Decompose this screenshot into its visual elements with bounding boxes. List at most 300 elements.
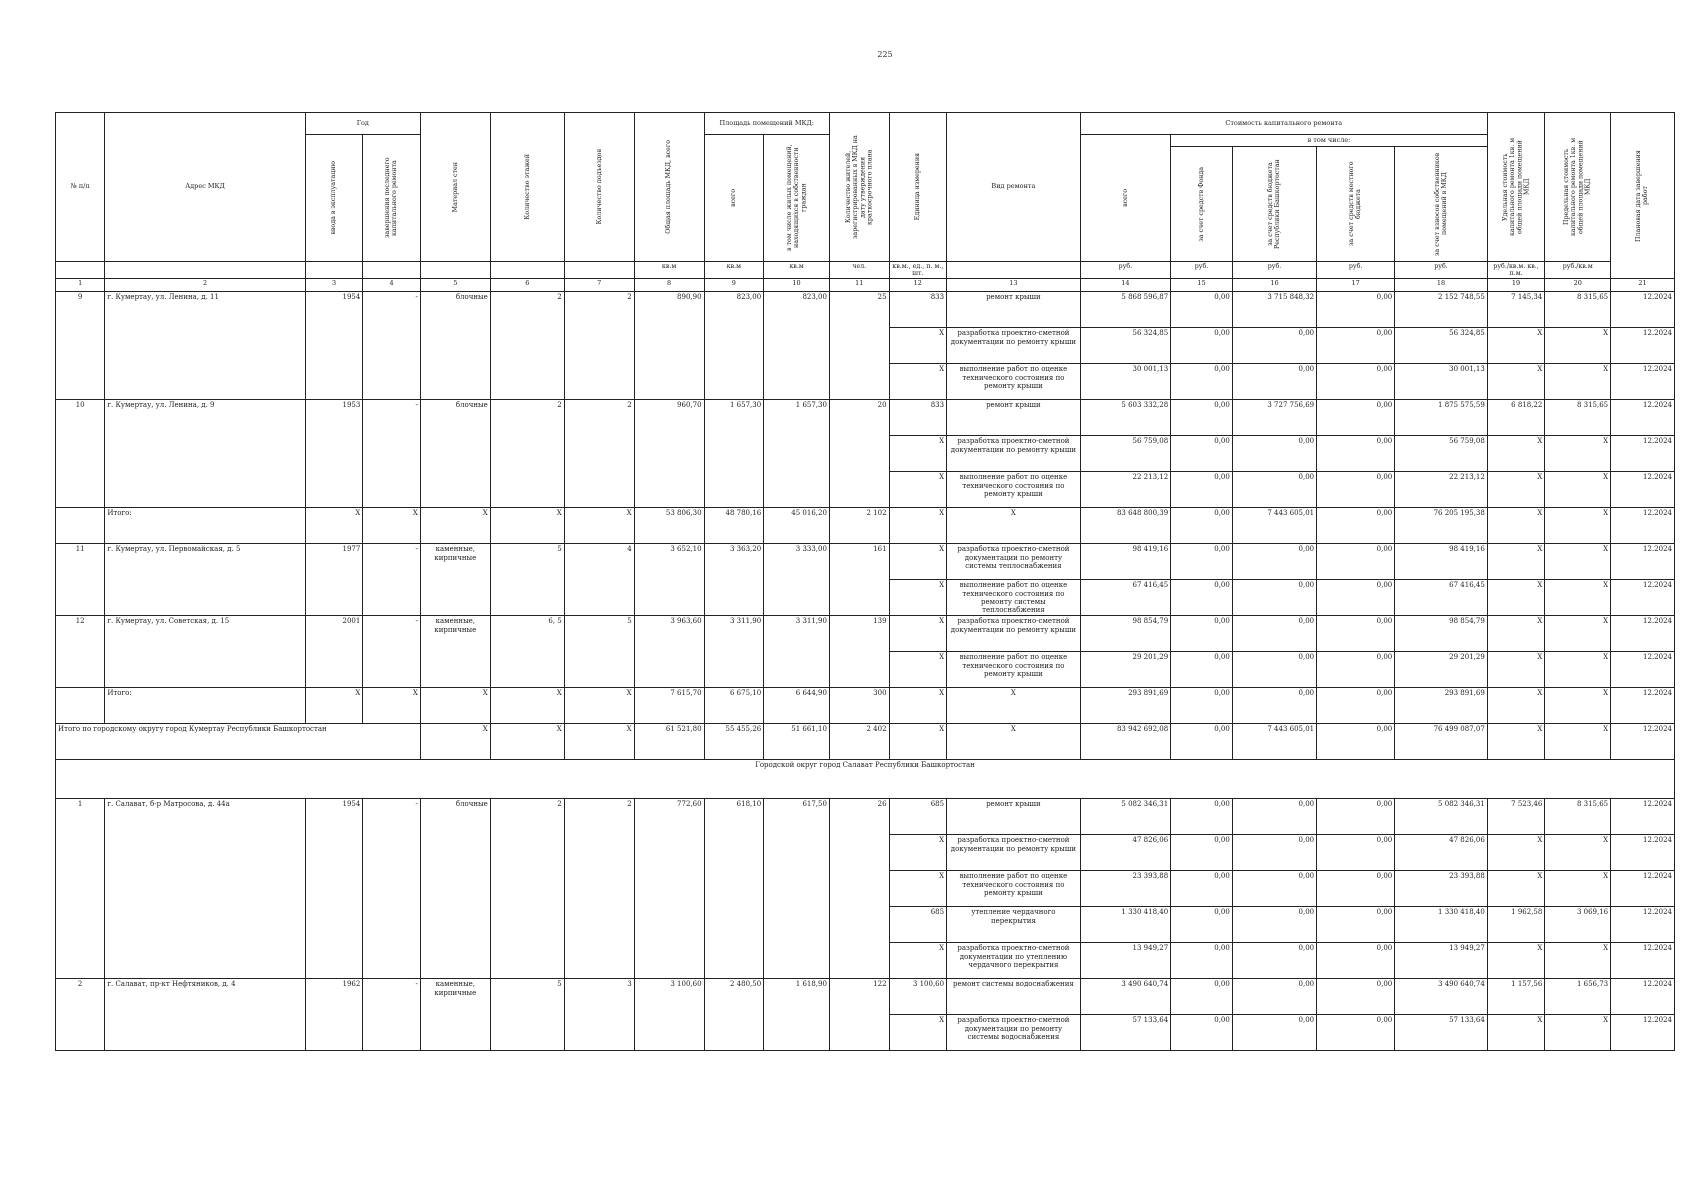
hdr-premises: Площадь помещений МКД: xyxy=(704,113,829,135)
total-date: 12.2024 xyxy=(1611,724,1675,760)
row-qty: 3 100,60 xyxy=(889,979,947,1015)
row-year-repair: - xyxy=(363,616,421,688)
row-unit-cost: X xyxy=(1487,835,1545,871)
row-cost-fund: 0,00 xyxy=(1171,328,1233,364)
row-repair-type: выполнение работ по оценке технического состояния по ремонту крыши xyxy=(947,472,1081,508)
row-unit-cost: X xyxy=(1487,436,1545,472)
row-material: блочные xyxy=(420,400,490,508)
total-max-cost: X xyxy=(1545,724,1611,760)
col-num: 16 xyxy=(1232,279,1316,292)
row-unit-cost: X xyxy=(1487,1015,1545,1051)
total-x: X xyxy=(564,688,634,724)
unit-12: кв.м., ед., п. м., шт. xyxy=(889,262,947,279)
row-material: каменные, кирпичные xyxy=(420,979,490,1051)
row-date: 12.2024 xyxy=(1611,979,1675,1015)
row-unit-cost: X xyxy=(1487,544,1545,580)
row-cost-owners: 23 393,88 xyxy=(1395,871,1488,907)
row-premises-total: 3 311,90 xyxy=(704,616,764,688)
total-premises-owned: 45 016,20 xyxy=(764,508,830,544)
row-qty: X xyxy=(889,616,947,652)
hdr-cost-owners-text: за счет взносов собственников помещений в МКД xyxy=(1433,152,1449,256)
row-cost-fund: 0,00 xyxy=(1171,871,1233,907)
row-cost-local: 0,00 xyxy=(1317,472,1395,508)
col-num: 21 xyxy=(1611,279,1675,292)
row-address: г. Кумертау, ул. Ленина, д. 11 xyxy=(105,292,305,400)
row-repair-type: разработка проектно-сметной документации по ремонту крыши xyxy=(947,835,1081,871)
row-date: 12.2024 xyxy=(1611,364,1675,400)
row-floors: 5 xyxy=(490,979,564,1051)
row-repair-type: разработка проектно-сметной документации по ремонту системы теплоснабжения xyxy=(947,544,1081,580)
repair-register-table xyxy=(55,112,1675,1051)
row-cost-owners: 29 201,29 xyxy=(1395,652,1488,688)
unit-16: руб. xyxy=(1232,262,1316,279)
hdr-premises-total xyxy=(704,135,764,262)
row-cost-local: 0,00 xyxy=(1317,580,1395,616)
row-cost-owners: 98 854,79 xyxy=(1395,616,1488,652)
total-premises-owned: 6 644,90 xyxy=(764,688,830,724)
row-cost-total: 22 213,12 xyxy=(1080,472,1170,508)
row-floors: 2 xyxy=(490,292,564,400)
hdr-unit-text: Единица измерения xyxy=(914,153,922,221)
table-row xyxy=(56,292,1675,328)
total-x: X xyxy=(564,724,634,760)
row-cost-republic: 3 727 756,69 xyxy=(1232,400,1316,436)
hdr-total-area xyxy=(634,113,704,262)
row-max-cost: X xyxy=(1545,580,1611,616)
hdr-cost-total xyxy=(1080,135,1170,262)
row-qty: X xyxy=(889,436,947,472)
table-row xyxy=(56,400,1675,436)
total-x: X xyxy=(305,688,363,724)
col-num: 12 xyxy=(889,279,947,292)
total-premises-owned: 51 661,10 xyxy=(764,724,830,760)
row-date: 12.2024 xyxy=(1611,436,1675,472)
total-date: 12.2024 xyxy=(1611,688,1675,724)
row-no: 12 xyxy=(56,616,105,688)
row-cost-local: 0,00 xyxy=(1317,943,1395,979)
row-unit-cost: X xyxy=(1487,652,1545,688)
col-num: 19 xyxy=(1487,279,1545,292)
row-premises-owned: 617,50 xyxy=(764,799,830,979)
row-max-cost: X xyxy=(1545,328,1611,364)
row-premises-owned: 823,00 xyxy=(764,292,830,400)
total-cost: 293 891,69 xyxy=(1080,688,1170,724)
row-cost-owners: 1 330 418,40 xyxy=(1395,907,1488,943)
total-premises: 48 780,16 xyxy=(704,508,764,544)
total-unit-cost: X xyxy=(1487,688,1545,724)
row-max-cost: X xyxy=(1545,616,1611,652)
row-residents: 25 xyxy=(829,292,889,400)
row-cost-fund: 0,00 xyxy=(1171,1015,1233,1051)
col-num: 11 xyxy=(829,279,889,292)
total-residents: 2 102 xyxy=(829,508,889,544)
row-qty: X xyxy=(889,472,947,508)
hdr-year-commission xyxy=(305,135,363,262)
total-cost-fund: 0,00 xyxy=(1171,688,1233,724)
row-cost-owners: 56 759,08 xyxy=(1395,436,1488,472)
total-residents: 2 402 xyxy=(829,724,889,760)
total-cost-local: 0,00 xyxy=(1317,508,1395,544)
row-cost-fund: 0,00 xyxy=(1171,580,1233,616)
total-x: X xyxy=(889,688,947,724)
total-cost-owners: 76 205 195,38 xyxy=(1395,508,1488,544)
row-repair-type: утепление чердачного перекрытия xyxy=(947,907,1081,943)
row-cost-local: 0,00 xyxy=(1317,1015,1395,1051)
hdr-premises-total-text: всего xyxy=(730,189,738,207)
unit-10: кв.м xyxy=(764,262,830,279)
col-num: 1 xyxy=(56,279,105,292)
col-num: 13 xyxy=(947,279,1081,292)
row-repair-type: разработка проектно-сметной документации по ремонту системы водоснабжения xyxy=(947,1015,1081,1051)
row-residents: 139 xyxy=(829,616,889,688)
row-cost-total: 1 330 418,40 xyxy=(1080,907,1170,943)
row-cost-total: 30 001,13 xyxy=(1080,364,1170,400)
total-row xyxy=(56,724,1675,760)
row-entrances: 3 xyxy=(564,979,634,1051)
row-max-cost: X xyxy=(1545,472,1611,508)
total-unit-cost: X xyxy=(1487,508,1545,544)
total-max-cost: X xyxy=(1545,508,1611,544)
total-area: 61 521,80 xyxy=(634,724,704,760)
row-cost-local: 0,00 xyxy=(1317,292,1395,328)
row-unit-cost: X xyxy=(1487,580,1545,616)
row-qty: X xyxy=(889,652,947,688)
row-max-cost: X xyxy=(1545,652,1611,688)
row-cost-republic: 0,00 xyxy=(1232,328,1316,364)
row-qty: 833 xyxy=(889,292,947,328)
row-cost-owners: 57 133,64 xyxy=(1395,1015,1488,1051)
hdr-entrances xyxy=(564,113,634,262)
hdr-cost-local-text: за счет средств местного бюджета xyxy=(1348,161,1363,247)
hdr-cost-owners xyxy=(1395,147,1488,262)
total-residents: 300 xyxy=(829,688,889,724)
row-date: 12.2024 xyxy=(1611,472,1675,508)
row-repair-type: ремонт крыши xyxy=(947,400,1081,436)
row-max-cost: X xyxy=(1545,436,1611,472)
row-date: 12.2024 xyxy=(1611,580,1675,616)
row-max-cost: X xyxy=(1545,943,1611,979)
row-max-cost: X xyxy=(1545,835,1611,871)
total-cost-owners: 293 891,69 xyxy=(1395,688,1488,724)
row-date: 12.2024 xyxy=(1611,1015,1675,1051)
total-kind: X xyxy=(947,688,1081,724)
row-cost-republic: 0,00 xyxy=(1232,436,1316,472)
row-max-cost: 8 315,65 xyxy=(1545,292,1611,328)
row-premises-owned: 1 657,30 xyxy=(764,400,830,508)
col-num: 7 xyxy=(564,279,634,292)
row-cost-total: 5 082 346,31 xyxy=(1080,799,1170,835)
total-unit-cost: X xyxy=(1487,724,1545,760)
row-cost-republic: 0,00 xyxy=(1232,835,1316,871)
row-cost-fund: 0,00 xyxy=(1171,943,1233,979)
row-cost-owners: 98 419,16 xyxy=(1395,544,1488,580)
row-date: 12.2024 xyxy=(1611,616,1675,652)
col-num: 15 xyxy=(1171,279,1233,292)
row-cost-total: 29 201,29 xyxy=(1080,652,1170,688)
row-repair-type: разработка проектно-сметной документации по ремонту крыши xyxy=(947,328,1081,364)
row-cost-republic: 0,00 xyxy=(1232,616,1316,652)
hdr-unit xyxy=(889,113,947,262)
table-row xyxy=(56,544,1675,580)
row-date: 12.2024 xyxy=(1611,799,1675,835)
row-year-repair: - xyxy=(363,799,421,979)
row-material: каменные, кирпичные xyxy=(420,544,490,616)
row-cost-local: 0,00 xyxy=(1317,799,1395,835)
row-cost-total: 56 759,08 xyxy=(1080,436,1170,472)
row-residents: 26 xyxy=(829,799,889,979)
hdr-premises-owned-text: в том числе жилых помещений, находящихся в собственности граждан xyxy=(785,144,808,252)
row-total-area: 890,90 xyxy=(634,292,704,400)
hdr-cost-republic-text: за счет средств бюджета Республики Башкортостан xyxy=(1267,159,1282,249)
section-row xyxy=(56,760,1675,799)
row-max-cost: X xyxy=(1545,364,1611,400)
hdr-unit-cost-text: Удельная стоимость капитального ремонта 1кв. м общей площади помещений МКД xyxy=(1501,137,1531,237)
row-cost-total: 98 854,79 xyxy=(1080,616,1170,652)
total-x: X xyxy=(490,724,564,760)
row-entrances: 5 xyxy=(564,616,634,688)
row-premises-total: 2 480,50 xyxy=(704,979,764,1051)
row-qty: 685 xyxy=(889,799,947,835)
total-cost-republic: 7 443 605,01 xyxy=(1232,508,1316,544)
row-cost-local: 0,00 xyxy=(1317,436,1395,472)
row-cost-republic: 0,00 xyxy=(1232,472,1316,508)
row-date: 12.2024 xyxy=(1611,652,1675,688)
row-repair-type: выполнение работ по оценке технического состояния по ремонту крыши xyxy=(947,652,1081,688)
row-cost-owners: 30 001,13 xyxy=(1395,364,1488,400)
row-unit-cost: X xyxy=(1487,943,1545,979)
col-num: 6 xyxy=(490,279,564,292)
total-x: X xyxy=(490,688,564,724)
row-cost-total: 98 419,16 xyxy=(1080,544,1170,580)
row-repair-type: разработка проектно-сметной документации по ремонту крыши xyxy=(947,616,1081,652)
row-repair-type: ремонт крыши xyxy=(947,799,1081,835)
unit-20: руб./кв.м xyxy=(1545,262,1611,279)
hdr-cost-republic xyxy=(1232,147,1316,262)
row-max-cost: X xyxy=(1545,871,1611,907)
hdr-year: Год xyxy=(305,113,420,135)
row-year-commission: 2001 xyxy=(305,616,363,688)
row-qty: X xyxy=(889,871,947,907)
total-premises: 6 675,10 xyxy=(704,688,764,724)
hdr-total-area-text: Общая площадь МКД, всего xyxy=(665,140,673,234)
hdr-address: Адрес МКД xyxy=(105,113,305,262)
row-cost-local: 0,00 xyxy=(1317,871,1395,907)
row-premises-owned: 3 333,00 xyxy=(764,544,830,616)
row-cost-fund: 0,00 xyxy=(1171,835,1233,871)
row-floors: 6, 5 xyxy=(490,616,564,688)
row-cost-fund: 0,00 xyxy=(1171,544,1233,580)
row-cost-fund: 0,00 xyxy=(1171,907,1233,943)
hdr-in-number: в том числе: xyxy=(1171,135,1488,147)
table-row xyxy=(56,799,1675,835)
hdr-floors xyxy=(490,113,564,262)
row-cost-fund: 0,00 xyxy=(1171,292,1233,328)
row-year-commission: 1954 xyxy=(305,799,363,979)
row-cost-owners: 67 416,45 xyxy=(1395,580,1488,616)
hdr-max-cost-text: Предельная стоимость капитального ремонта 1кв. м общей площади помещений МКД xyxy=(1563,137,1592,237)
hdr-cost-local xyxy=(1317,147,1395,262)
row-qty: 685 xyxy=(889,907,947,943)
total-x: X xyxy=(420,724,490,760)
total-row xyxy=(56,508,1675,544)
row-cost-republic: 0,00 xyxy=(1232,799,1316,835)
total-cost: 83 942 692,08 xyxy=(1080,724,1170,760)
row-unit-cost: 6 818,22 xyxy=(1487,400,1545,436)
row-cost-owners: 56 324,85 xyxy=(1395,328,1488,364)
row-premises-owned: 3 311,90 xyxy=(764,616,830,688)
row-cost-republic: 0,00 xyxy=(1232,943,1316,979)
row-cost-republic: 0,00 xyxy=(1232,871,1316,907)
row-address: г. Кумертау, ул. Советская, д. 15 xyxy=(105,616,305,688)
col-num: 3 xyxy=(305,279,363,292)
hdr-year-repair xyxy=(363,135,421,262)
total-x: X xyxy=(564,508,634,544)
unit-19: руб./кв.м. кв., п.м. xyxy=(1487,262,1545,279)
row-cost-fund: 0,00 xyxy=(1171,799,1233,835)
row-date: 12.2024 xyxy=(1611,328,1675,364)
hdr-unit-cost xyxy=(1487,113,1545,262)
total-area: 7 615,70 xyxy=(634,688,704,724)
row-entrances: 4 xyxy=(564,544,634,616)
row-material: блочные xyxy=(420,292,490,400)
row-cost-local: 0,00 xyxy=(1317,544,1395,580)
row-cost-total: 56 324,85 xyxy=(1080,328,1170,364)
total-date: 12.2024 xyxy=(1611,508,1675,544)
row-unit-cost: X xyxy=(1487,871,1545,907)
row-total-area: 3 963,60 xyxy=(634,616,704,688)
row-cost-local: 0,00 xyxy=(1317,979,1395,1015)
row-qty: X xyxy=(889,1015,947,1051)
hdr-material-text: Материал стен xyxy=(451,161,459,213)
total-cost-republic: 7 443 605,01 xyxy=(1232,724,1316,760)
total-kind: X xyxy=(947,724,1081,760)
row-no: 10 xyxy=(56,400,105,508)
hdr-material xyxy=(420,113,490,262)
row-cost-republic: 0,00 xyxy=(1232,580,1316,616)
row-year-commission: 1962 xyxy=(305,979,363,1051)
row-entrances: 2 xyxy=(564,400,634,508)
row-unit-cost: 1 962,58 xyxy=(1487,907,1545,943)
row-date: 12.2024 xyxy=(1611,292,1675,328)
row-cost-owners: 3 490 640,74 xyxy=(1395,979,1488,1015)
col-num: 17 xyxy=(1317,279,1395,292)
hdr-date-text: Плановая дата завершения работ xyxy=(1635,149,1650,242)
hdr-date xyxy=(1611,113,1675,279)
col-num: 5 xyxy=(420,279,490,292)
row-cost-owners: 2 152 748,55 xyxy=(1395,292,1488,328)
unit-9: кв.м xyxy=(704,262,764,279)
row-cost-local: 0,00 xyxy=(1317,835,1395,871)
hdr-max-cost xyxy=(1545,113,1611,262)
total-x: X xyxy=(363,688,421,724)
hdr-cost: Стоимость капитального ремонта xyxy=(1080,113,1487,135)
row-cost-fund: 0,00 xyxy=(1171,436,1233,472)
row-cost-local: 0,00 xyxy=(1317,616,1395,652)
row-floors: 2 xyxy=(490,799,564,979)
col-num: 8 xyxy=(634,279,704,292)
row-premises-total: 618,10 xyxy=(704,799,764,979)
row-cost-republic: 0,00 xyxy=(1232,907,1316,943)
total-kind: X xyxy=(947,508,1081,544)
row-unit-cost: 1 157,56 xyxy=(1487,979,1545,1015)
hdr-cost-fund-text: за счет средств Фонда xyxy=(1197,166,1205,242)
row-cost-owners: 5 082 346,31 xyxy=(1395,799,1488,835)
row-cost-local: 0,00 xyxy=(1317,907,1395,943)
total-label: Итого по городскому округу город Кумертау Республики Башкортостан xyxy=(56,724,421,760)
row-year-repair: - xyxy=(363,979,421,1051)
row-cost-local: 0,00 xyxy=(1317,400,1395,436)
row-cost-total: 47 826,06 xyxy=(1080,835,1170,871)
total-cost-local: 0,00 xyxy=(1317,688,1395,724)
hdr-cost-fund xyxy=(1171,147,1233,262)
section-title: Городской округ город Салават Республики Башкортостан xyxy=(56,760,1675,799)
row-unit-cost: X xyxy=(1487,472,1545,508)
total-x: X xyxy=(490,508,564,544)
hdr-residents xyxy=(829,113,889,262)
total-area: 53 806,30 xyxy=(634,508,704,544)
table-row xyxy=(56,979,1675,1015)
row-date: 12.2024 xyxy=(1611,907,1675,943)
row-date: 12.2024 xyxy=(1611,400,1675,436)
row-cost-owners: 13 949,27 xyxy=(1395,943,1488,979)
row-cost-fund: 0,00 xyxy=(1171,652,1233,688)
row-cost-republic: 0,00 xyxy=(1232,652,1316,688)
unit-15: руб. xyxy=(1171,262,1233,279)
hdr-entrances-text: Количество подъездов xyxy=(595,149,603,225)
row-year-repair: - xyxy=(363,292,421,400)
row-floors: 2 xyxy=(490,400,564,508)
total-cost-owners: 76 499 087,07 xyxy=(1395,724,1488,760)
row-total-area: 772,60 xyxy=(634,799,704,979)
row-repair-type: выполнение работ по оценке технического состояния по ремонту системы теплоснабжения xyxy=(947,580,1081,616)
row-year-commission: 1954 xyxy=(305,292,363,400)
unit-14: руб. xyxy=(1080,262,1170,279)
row-year-commission: 1977 xyxy=(305,544,363,616)
page-number: 225 xyxy=(877,50,893,59)
row-entrances: 2 xyxy=(564,292,634,400)
row-material: каменные, кирпичные xyxy=(420,616,490,688)
col-num: 20 xyxy=(1545,279,1611,292)
col-num: 18 xyxy=(1395,279,1488,292)
row-year-commission: 1953 xyxy=(305,400,363,508)
row-cost-total: 3 490 640,74 xyxy=(1080,979,1170,1015)
total-label: Итого: xyxy=(105,508,305,544)
hdr-residents-text: Количество жителей, зарегистрированных в МКД на дату утверждения краткосрочного плана xyxy=(844,135,874,239)
row-residents: 161 xyxy=(829,544,889,616)
total-cost-fund: 0,00 xyxy=(1171,724,1233,760)
hdr-floors-text: Количество этажей xyxy=(523,154,531,220)
row-no: 1 xyxy=(56,799,105,979)
row-no: 11 xyxy=(56,544,105,616)
row-cost-local: 0,00 xyxy=(1317,328,1395,364)
row-total-area: 3 100,60 xyxy=(634,979,704,1051)
row-no: 2 xyxy=(56,979,105,1051)
row-qty: X xyxy=(889,328,947,364)
hdr-no: № п/п xyxy=(56,113,105,262)
row-no: 9 xyxy=(56,292,105,400)
row-date: 12.2024 xyxy=(1611,871,1675,907)
row-qty: X xyxy=(889,580,947,616)
row-repair-type: ремонт крыши xyxy=(947,292,1081,328)
row-cost-owners: 1 875 575,59 xyxy=(1395,400,1488,436)
row-residents: 122 xyxy=(829,979,889,1051)
hdr-premises-owned xyxy=(764,135,830,262)
row-cost-total: 5 868 596,87 xyxy=(1080,292,1170,328)
unit-8: кв.м xyxy=(634,262,704,279)
row-cost-total: 13 949,27 xyxy=(1080,943,1170,979)
row-date: 12.2024 xyxy=(1611,943,1675,979)
col-num: 9 xyxy=(704,279,764,292)
